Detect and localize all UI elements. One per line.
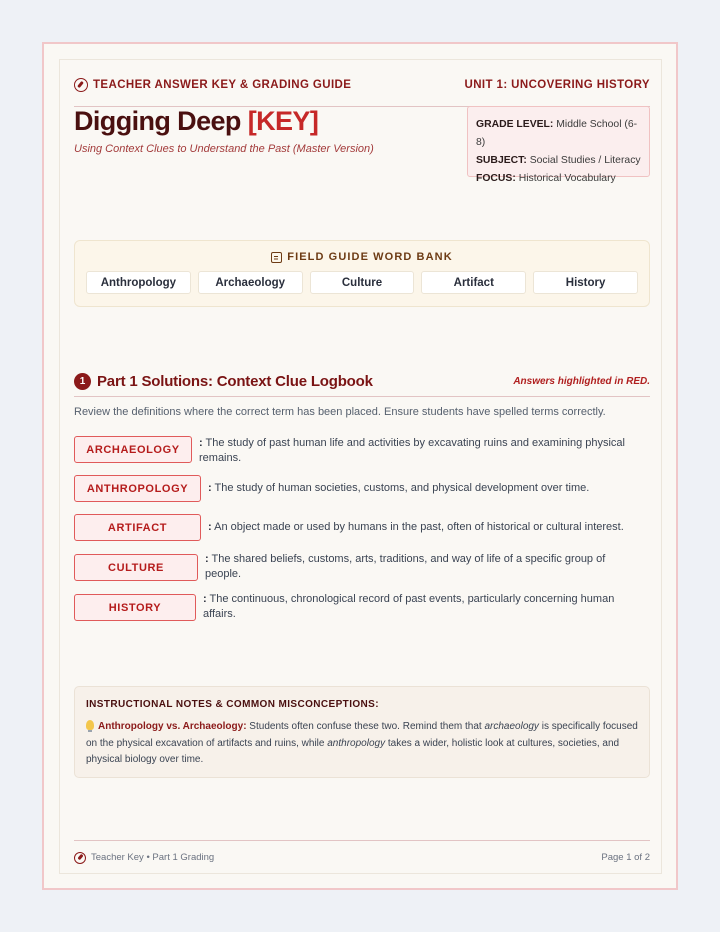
word-bank	[74, 240, 650, 307]
compass-icon	[74, 78, 88, 92]
subject-label: SUBJECT:	[476, 155, 527, 166]
page-frame	[59, 59, 662, 874]
notes-highlight: Anthropology vs. Archaeology:	[98, 721, 247, 732]
unit-label: UNIT 1: UNCOVERING HISTORY	[464, 78, 650, 91]
focus-label: FOCUS:	[476, 173, 516, 184]
notes-text: Students often confuse these two. Remind them that	[246, 721, 485, 732]
scroll-icon	[271, 252, 282, 263]
definition-body: The study of human societies, customs, and physical development over time.	[214, 482, 590, 494]
definition-text: : The shared beliefs, customs, arts, traditions, and way of life of a specific group of people.	[205, 553, 606, 580]
page-footer	[74, 840, 650, 868]
notes-text: takes a wider, holistic look at cultures, societies, and physical biology over time.	[86, 737, 620, 765]
title-main: Digging Deep	[74, 106, 241, 136]
part1-instructions: Review the definitions where the correct term has been placed. Ensure students have spelled terms correctly.	[74, 406, 606, 418]
notes-text: is specifically focused on the physical excavation of artifacts and ruins, while	[86, 721, 638, 749]
definition-text: : The study of past human life and activities by excavating ruins and examining physical remains.	[199, 437, 625, 464]
definition-row	[74, 475, 650, 502]
word-bank-label: FIELD GUIDE WORD BANK	[287, 251, 453, 263]
page-subtitle: Using Context Clues to Understand the Past (Master Version)	[74, 143, 374, 155]
focus-line	[476, 170, 641, 188]
definition-text: : The study of human societies, customs, and physical development over time.	[208, 482, 590, 494]
subject-line	[476, 152, 641, 170]
header-left-label: TEACHER ANSWER KEY & GRADING GUIDE	[93, 78, 352, 91]
definition-row	[74, 436, 650, 466]
answer-term: HISTORY	[74, 594, 196, 621]
word-bank-list	[86, 271, 638, 294]
definition-body: The continuous, chronological record of past events, particularly concerning human affairs.	[203, 593, 615, 620]
word-bank-item: Archaeology	[198, 271, 303, 294]
word-bank-item: Artifact	[421, 271, 526, 294]
subject-value: Social Studies / Literacy	[529, 155, 641, 166]
page-number: Page 1 of 2	[601, 852, 650, 863]
focus-value: Historical Vocabulary	[518, 173, 616, 184]
notes-title: INSTRUCTIONAL NOTES & COMMON MISCONCEPTIONS:	[86, 699, 379, 710]
answer-term: CULTURE	[74, 554, 198, 581]
answer-term: ARTIFACT	[74, 514, 201, 541]
word-bank-item: Culture	[310, 271, 415, 294]
word-bank-item: Anthropology	[86, 271, 191, 294]
definition-row	[74, 514, 650, 541]
part1-title: Part 1 Solutions: Context Clue Logbook	[97, 373, 373, 390]
definition-body: The shared beliefs, customs, arts, traditions, and way of life of a specific group of people.	[205, 553, 606, 580]
answer-term: ARCHAEOLOGY	[74, 436, 192, 463]
info-box	[467, 106, 650, 184]
part1-heading	[74, 373, 373, 390]
title-block	[74, 106, 650, 196]
part1-header	[74, 373, 650, 397]
instructional-notes	[74, 686, 650, 778]
answer-term: ANTHROPOLOGY	[74, 475, 201, 502]
part-number-badge: 1	[74, 373, 91, 390]
footer-label: Teacher Key • Part 1 Grading	[91, 852, 215, 863]
definition-row	[74, 554, 650, 582]
word-bank-item: History	[533, 271, 638, 294]
definition-body: The study of past human life and activities by excavating ruins and examining physical remains.	[199, 437, 625, 464]
grade-line	[476, 116, 641, 152]
definition-body: An object made or used by humans in the past, often of historical or cultural interest.	[214, 521, 624, 533]
grade-value: Middle School (6-8)	[476, 119, 638, 148]
compass-icon	[74, 852, 86, 864]
title-key: [KEY]	[247, 106, 319, 136]
notes-term: anthropology	[327, 737, 386, 749]
word-bank-title	[86, 251, 638, 263]
answer-note: Answers highlighted in RED.	[513, 376, 650, 387]
worksheet-page	[42, 42, 678, 890]
notes-term: archaeology	[484, 721, 539, 732]
notes-body	[86, 719, 638, 769]
footer-left	[74, 852, 214, 864]
header-left	[74, 78, 351, 92]
header-bar	[74, 73, 650, 107]
definition-text: : An object made or used by humans in the past, often of historical or cultural interest.	[208, 521, 624, 533]
definition-row	[74, 594, 650, 622]
grade-label: GRADE LEVEL:	[476, 119, 554, 130]
definition-text: : The continuous, chronological record of past events, particularly concerning human affairs.	[203, 593, 615, 620]
lightbulb-icon	[86, 720, 94, 730]
